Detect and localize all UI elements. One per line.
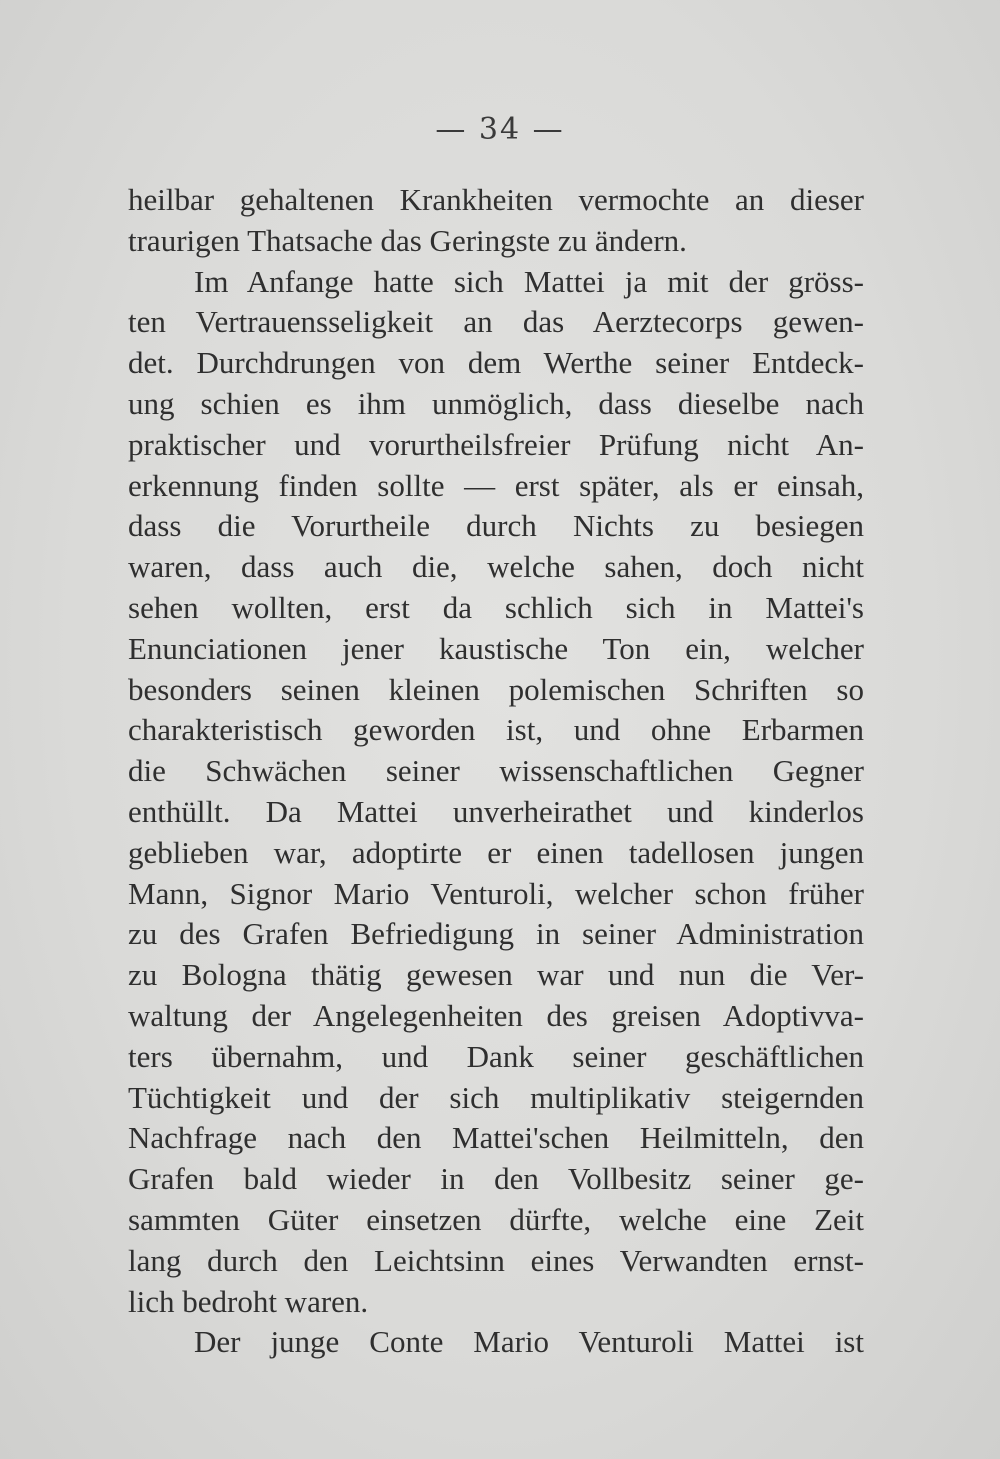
text-line: Grafen bald wieder in den Vollbesitz seiner ge-: [128, 1161, 864, 1197]
text-line: dass die Vorurtheile durch Nichts zu besiegen: [128, 508, 864, 544]
text-line: zu des Grafen Befriedigung in seiner Administration: [128, 916, 864, 952]
text-line: waren, dass auch die, welche sahen, doch nicht: [128, 549, 864, 585]
text-line: Der junge Conte Mario Venturoli Mattei ist: [194, 1324, 864, 1360]
text-line: lich bedroht waren.: [128, 1283, 369, 1319]
text-line: waltung der Angelegenheiten des greisen Adoptivva-: [128, 997, 864, 1033]
text-line: heilbar gehaltenen Krankheiten vermochte an dieser: [128, 182, 864, 217]
text-line: Mann, Signor Mario Venturoli, welcher schon früher: [128, 875, 864, 911]
text-line: charakteristisch geworden ist, und ohne Erbarmen: [128, 712, 864, 748]
text-line: geblieben war, adoptirte er einen tadellosen jungen: [128, 834, 864, 870]
page-number: — 34 —: [435, 112, 565, 147]
text-line: besonders seinen kleinen polemischen Schriften so: [128, 671, 864, 707]
text-line: det. Durchdrungen von dem Werthe seiner Entdeck-: [128, 345, 864, 381]
text-line: erkennung finden sollte — erst später, als er einsah,: [128, 467, 864, 503]
text-line: Im Anfange hatte sich Mattei ja mit der gröss-: [194, 263, 864, 299]
text-line: ung schien es ihm unmöglich, dass dieselbe nach: [128, 385, 864, 421]
text-line: traurigen Thatsache das Geringste zu ändern.: [128, 222, 687, 258]
text-line: Enunciationen jener kaustische Ton ein, welcher: [128, 630, 864, 666]
text-line: Nachfrage nach den Mattei'schen Heilmitteln, den: [128, 1120, 864, 1156]
text-line: sammten Güter einsetzen dürfte, welche eine Zeit: [128, 1201, 864, 1237]
text-line: zu Bologna thätig gewesen war und nun die Ver-: [128, 957, 864, 993]
text-line: ters übernahm, und Dank seiner geschäftlichen: [128, 1038, 864, 1074]
text-line: Tüchtigkeit und der sich multiplikativ steigernden: [128, 1079, 864, 1115]
text-line: sehen wollten, erst da schlich sich in Mattei's: [128, 589, 864, 625]
text-line: enthüllt. Da Mattei unverheirathet und kinderlos: [128, 793, 864, 829]
body-text: [128, 180, 864, 1363]
text-line: praktischer und vorurtheilsfreier Prüfung nicht An-: [128, 426, 864, 462]
text-line: lang durch den Leichtsinn eines Verwandten ernst-: [128, 1242, 864, 1278]
text-line: ten Vertrauensseligkeit an das Aerztecorps gewen-: [128, 304, 864, 340]
text-line: die Schwächen seiner wissenschaftlichen Gegner: [128, 753, 864, 789]
